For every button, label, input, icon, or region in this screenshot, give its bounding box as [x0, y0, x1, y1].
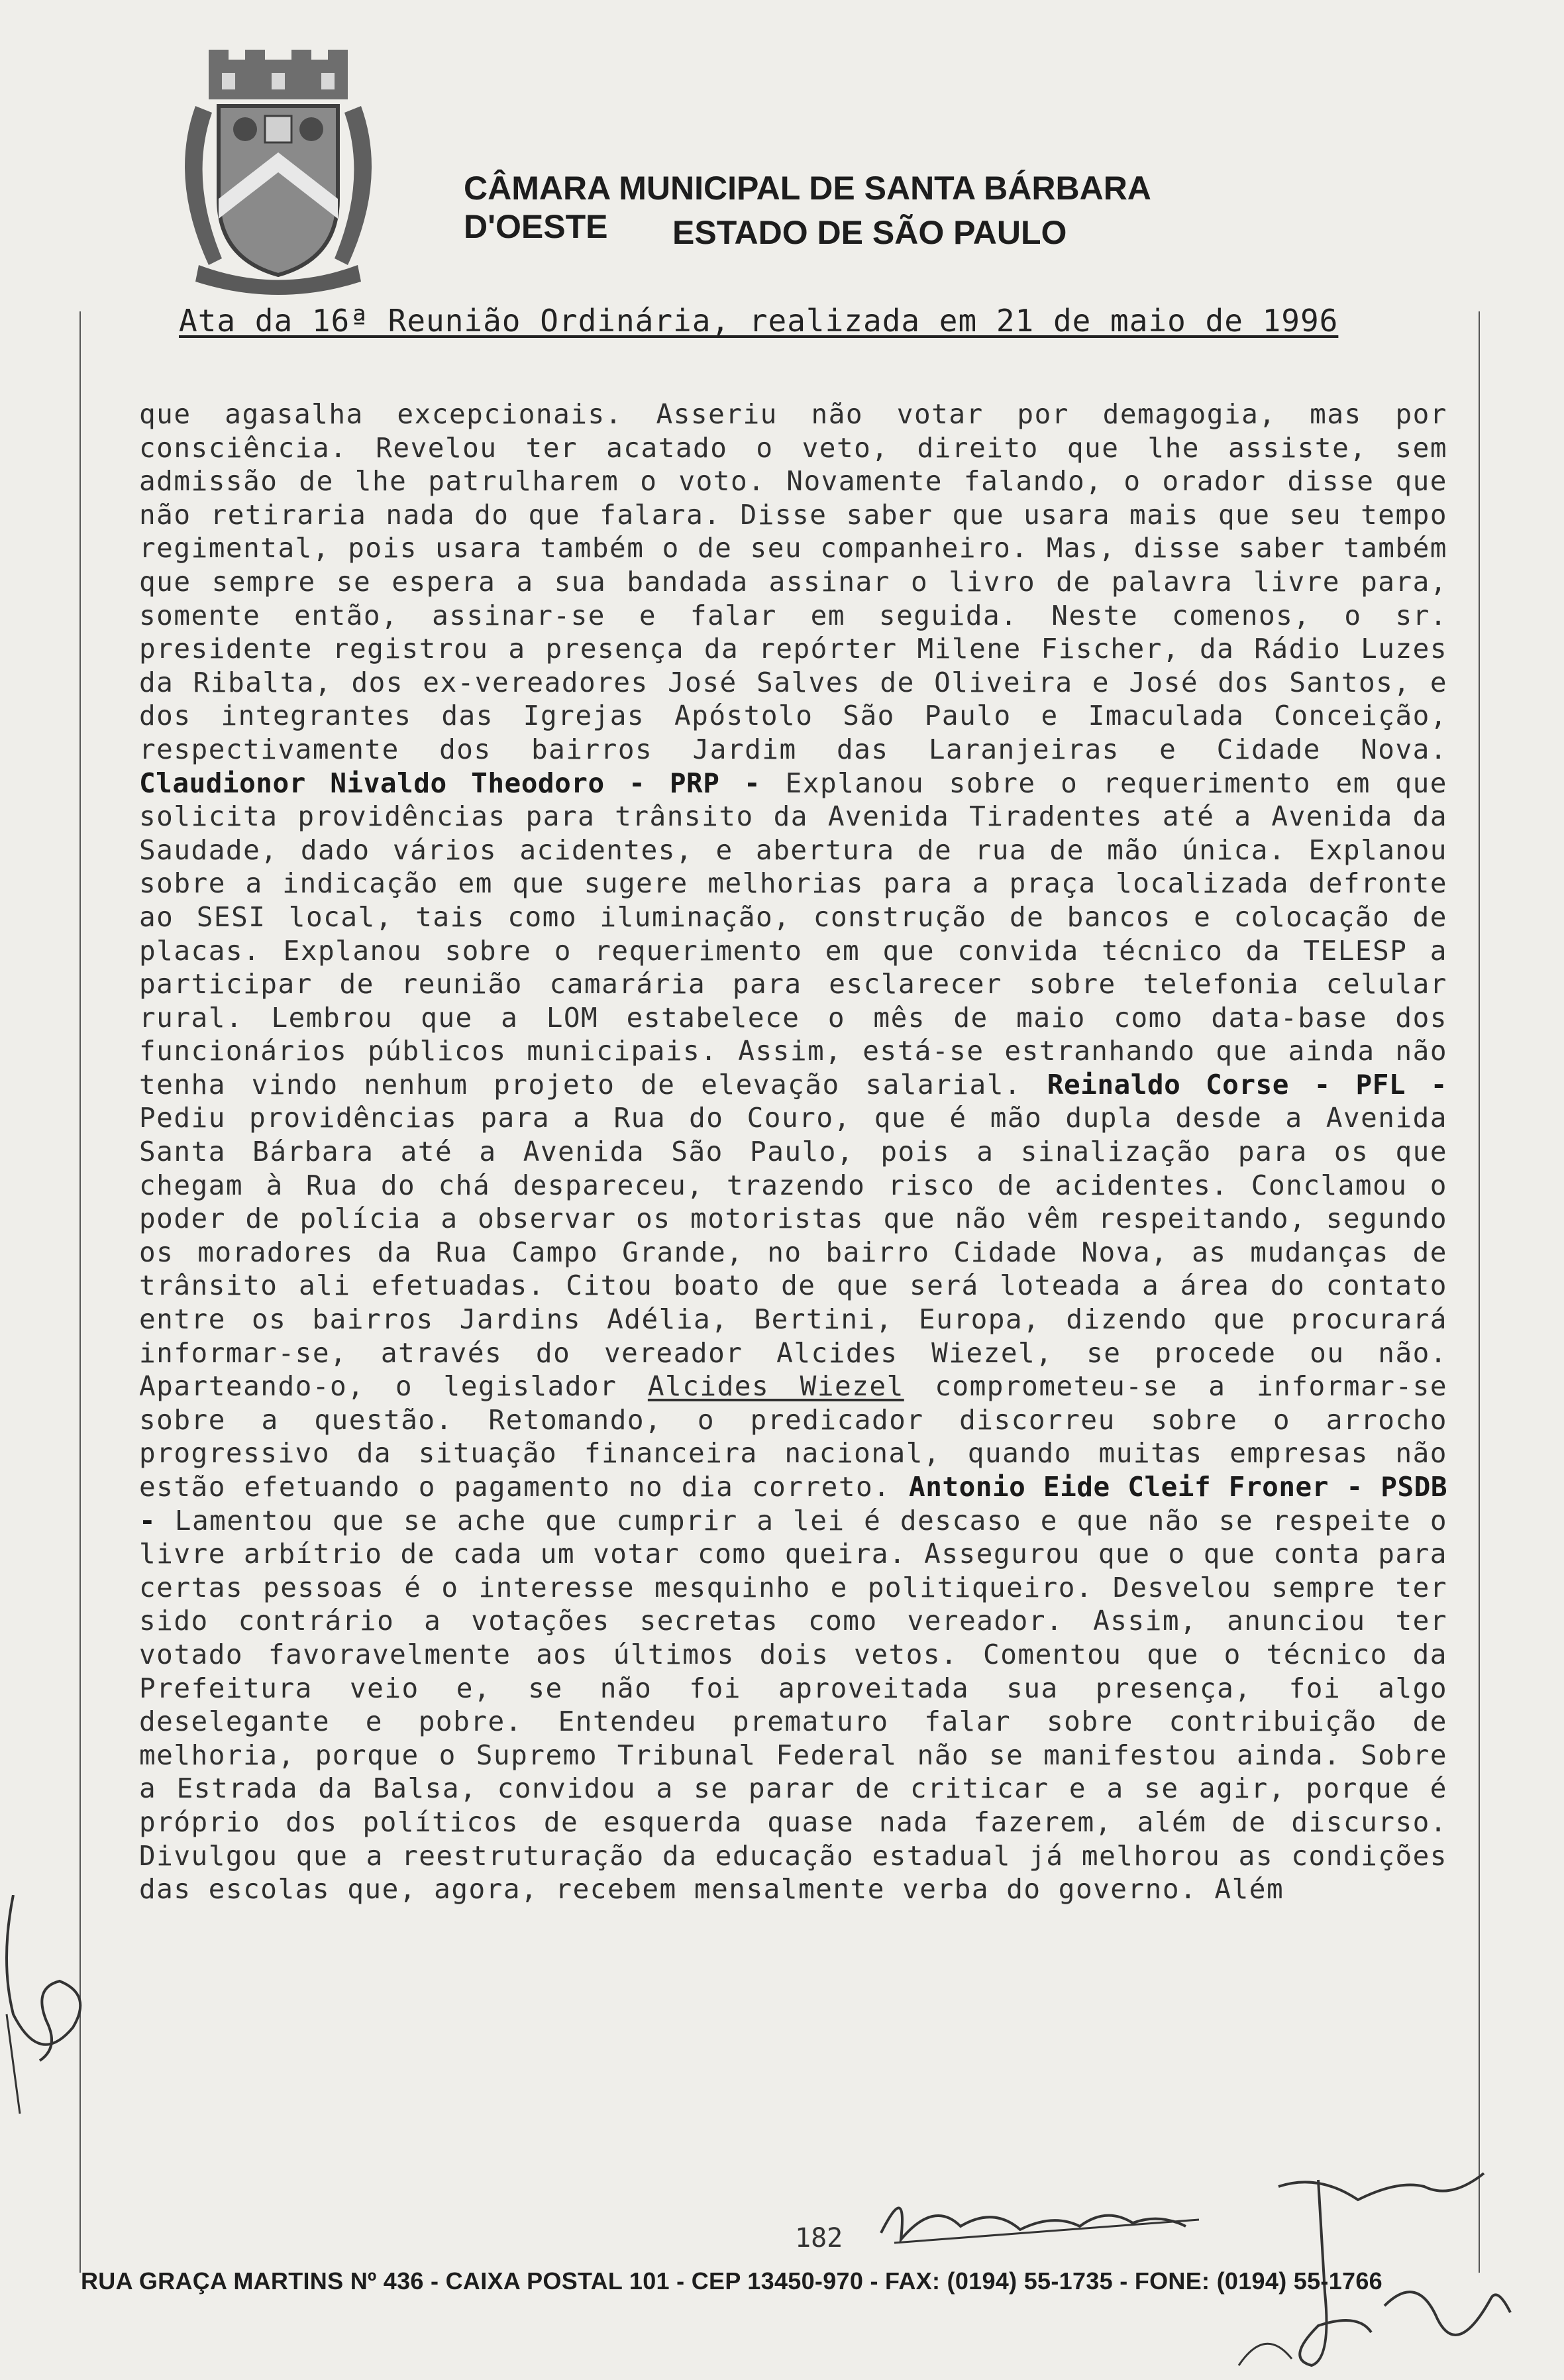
speaker-claudionor: Claudionor Nivaldo Theodoro - PRP - — [139, 767, 761, 799]
speaker-antonio: Antonio Eide Cleif Froner - PSDB - — [139, 1471, 1448, 1537]
footer-address: RUA GRAÇA MARTINS Nº 436 - CAIXA POSTAL 101 - CEP 13450-970 - FAX: (0194) 55-1735 - FONE: (0194) 55-1766 — [81, 2267, 1383, 2295]
paragraph-3b: comprometeu-se a informar-se sobre a questão. Retomando, o predicador discorreu sobre o arrocho progressivo da situação financeira nacional, quando muitas empresas não estão efetuando o pagamento no dia correto. — [139, 1370, 1448, 1503]
paragraph-4: Lamentou que se ache que cumprir a lei é descaso e que não se respeite o livre arbítrio de cada um votar como queira. Assegurou que o que conta para certas pessoas é o interesse mesquinho e politiqueiro. Desvelou sempre ter sido contrário a votações secretas como vereador. Assim, anunciou ter votado favoravelmente aos últimos dois vetos. Comentou que o técnico da Prefeitura veio e, se não foi aproveitada sua presença, foi algo deselegante e pobre. Entendeu prematuro falar sobre contribuição de melhoria, porque o Supremo Tribunal Federal não se manifestou ainda. Sobre a Estrada da Balsa, convidou a se parar de criticar e a se agir, porque é próprio dos políticos de esquerda quase nada fazerem, além de discurso. Divulgou que a reestruturação da educação estadual já melhorou as condições das escolas que, agora, recebem mensalmente verba do governo. Além — [139, 1504, 1447, 1906]
minutes-title: Ata da 16ª Reunião Ordinária, realizada em 21 de maio de 1996 — [179, 303, 1339, 339]
right-border-line — [1479, 311, 1480, 2273]
underlined-name: Alcides Wiezel — [647, 1370, 904, 1403]
paragraph-3a: Pediu providências para a Rua do Couro, que é mão dupla desde a Avenida Santa Bárbara até a Avenida São Paulo, pois a sinalização para os que chegam à Rua do chá despareceu, trazendo risco de acidentes. Conclamou o poder de polícia a observar os motoristas que não vêm respeitando, segundo os moradores da Rua Campo Grande, no bairro Cidade Nova, as mudanças de trânsito ali efetuadas. Citou boato de que será loteada a área do contato entre os bairros Jardins Adélia, Bertini, Europa, dizendo que procurará informar-se, através do vereador Alcides Wiezel, se procede ou não. Aparteando-o, o legislador — [139, 1102, 1447, 1403]
paragraph-1: que agasalha excepcionais. Asseriu não votar por demagogia, mas por consciência. Revelou ter acatado o veto, direito que lhe assiste, sem admissão de lhe patrulharem o voto. Novamente falando, o orador disse que não retiraria nada do que falara. Disse saber que usara mais que seu tempo regimental, pois usara também o de seu companheiro. Mas, disse saber também que sempre se espera a sua bandada assinar o livro de palavra livre para, somente então, assinar-se e falar em seguida. Neste comenos, o sr. presidente registrou a presença da repórter Milene Fischer, da Rádio Luzes da Ribalta, dos ex-vereadores José Salves de Oliveira e José dos Santos, e dos integrantes das Igrejas Apóstolo São Paulo e Imaculada Conceição, respectivamente dos bairros Jardim das Laranjeiras e Cidade Nova. — [139, 398, 1447, 765]
state-name: ESTADO DE SÃO PAULO — [672, 214, 1067, 251]
minutes-body — [139, 398, 1447, 1906]
page-number: 182 — [795, 2223, 843, 2253]
chamber-name: CÂMARA MUNICIPAL DE SANTA BÁRBARA D'OESTE — [464, 170, 1151, 245]
margin-initials-icon — [0, 1895, 93, 2114]
paragraph-2: Explanou sobre o requerimento em que solicita providências para trânsito da Avenida Tiradentes até a Avenida da Saudade, dado vários acidentes, e abertura de rua de mão única. Explanou sobre a indicação em que sugere melhorias para a praça localizada defronte ao SESI local, tais como iluminação, construção de bancos e colocação de placas. Explanou sobre o requerimento em que convida técnico da TELESP a participar de reunião camarária para esclarecer sobre telefonia celular rural. Lembrou que a LOM estabelece o mês de maio como data-base dos funcionários públicos municipais. Assim, está-se estranhando que ainda não tenha vindo nenhum projeto de elevação salarial. — [139, 767, 1447, 1101]
municipal-crest-icon — [169, 46, 388, 298]
speaker-reinaldo: Reinaldo Corse - PFL - — [1047, 1068, 1447, 1101]
